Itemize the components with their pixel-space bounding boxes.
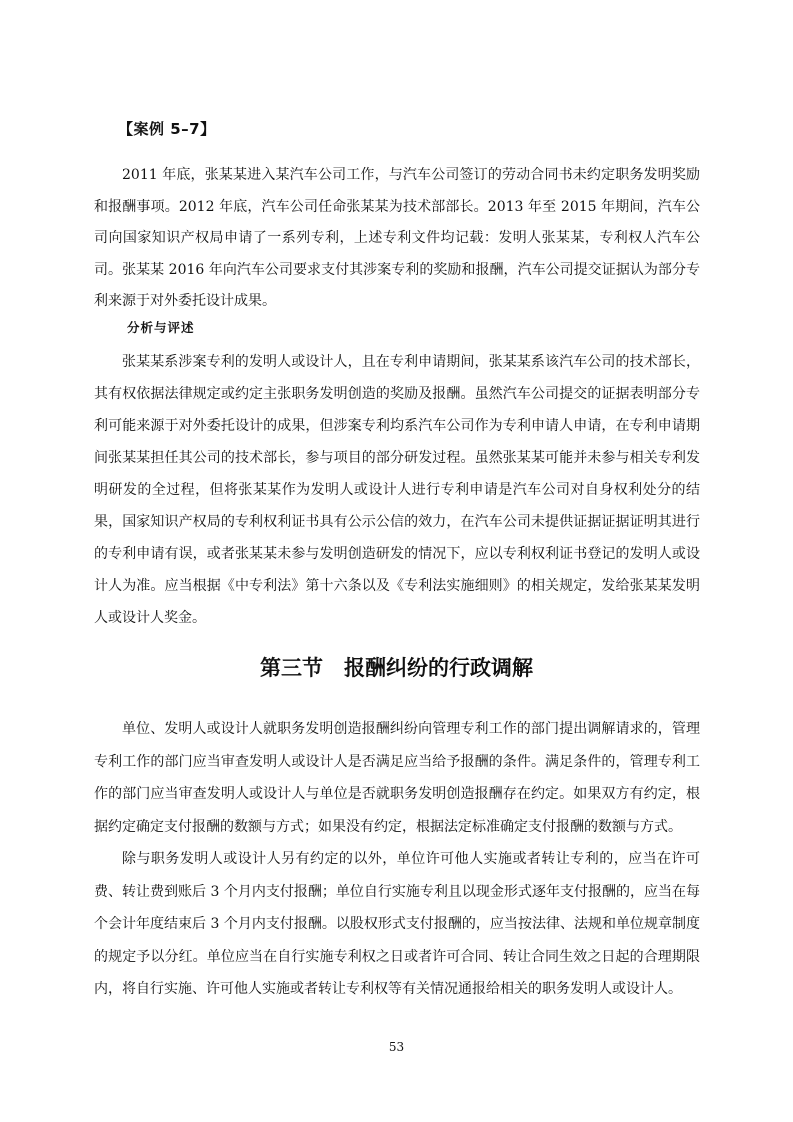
- case-paragraph: 2011 年底，张某某进入某汽车公司工作，与汽车公司签订的劳动合同书未约定职务发明奖励和报酬事项。2012 年底，汽车公司任命张某某为技术部部长。2013 年至 2015 年期间，汽车公司向国家知识产权局申请了一系列专利，上述专利文件均记载：发明人张某某，专利权人汽车公司。张某某 2016 年向汽车公司要求支付其涉案专利的奖励和报酬，汽车公司提交证据认为部分专利来源于对外委托设计成果。: [94, 167, 700, 309]
- analysis-heading: 分析与评述: [127, 320, 195, 335]
- section-paragraph-1: 单位、发明人或设计人就职务发明创造报酬纠纷向管理专利工作的部门提出调解请求的，管理专利工作的部门应当审查发明人或设计人是否满足应当给予报酬的条件。满足条件的，管理专利工作的部门应当审查发明人或设计人与单位是否就职务发明创造报酬存在约定。如果双方有约定，根据约定确定支付报酬的数额与方式；如果没有约定，根据法定标准确定支付报酬的数额与方式。: [94, 721, 700, 835]
- page-number: 53: [388, 1040, 405, 1054]
- section-title: 第三节 报酬纠纷的行政调解: [260, 656, 533, 680]
- analysis-paragraph: 张某某系涉案专利的发明人或设计人，且在专利申请期间，张某某系该汽车公司的技术部长，其有权依据法律规定或约定主张职务发明创造的奖励及报酬。虽然汽车公司提交的证据表明部分专利可能来源于对外委托设计的成果，但涉案专利均系汽车公司作为专利申请人申请，在专利申请期间张某某担任其公司的技术部长，参与项目的部分研发过程。虽然张某某可能并未参与相关专利发明研发的全过程，但将张某某作为发明人或设计人进行专利申请是汽车公司对自身权利处分的结果，国家知识产权局的专利权利证书具有公示公信的效力，在汽车公司未提供证据证据证明其进行的专利申请有误，或者张某某未参与发明创造研发的情况下，应以专利权利证书登记的发明人或设计人为准。应当根据《中专利法》第十六条以及《专利法实施细则》的相关规定，发给张某某发明人或设计人奖金。: [94, 354, 700, 626]
- section-paragraph-2: 除与职务发明人或设计人另有约定的以外，单位许可他人实施或者转让专利的，应当在许可费、转让费到账后 3 个月内支付报酬；单位自行实施专利且以现金形式逐年支付报酬的，应当在每个会计年度结束后 3 个月内支付报酬。以股权形式支付报酬的，应当按法律、法规和单位规章制度的规定予以分红。单位应当在自行实施专利权之日或者许可合同、转让合同生效之日起的合理期限内，将自行实施、许可他人实施或者转让专利权等有关情况通报给相关的职务发明人或设计人。: [94, 851, 700, 997]
- case-title: 【案例 5–7】: [118, 120, 216, 138]
